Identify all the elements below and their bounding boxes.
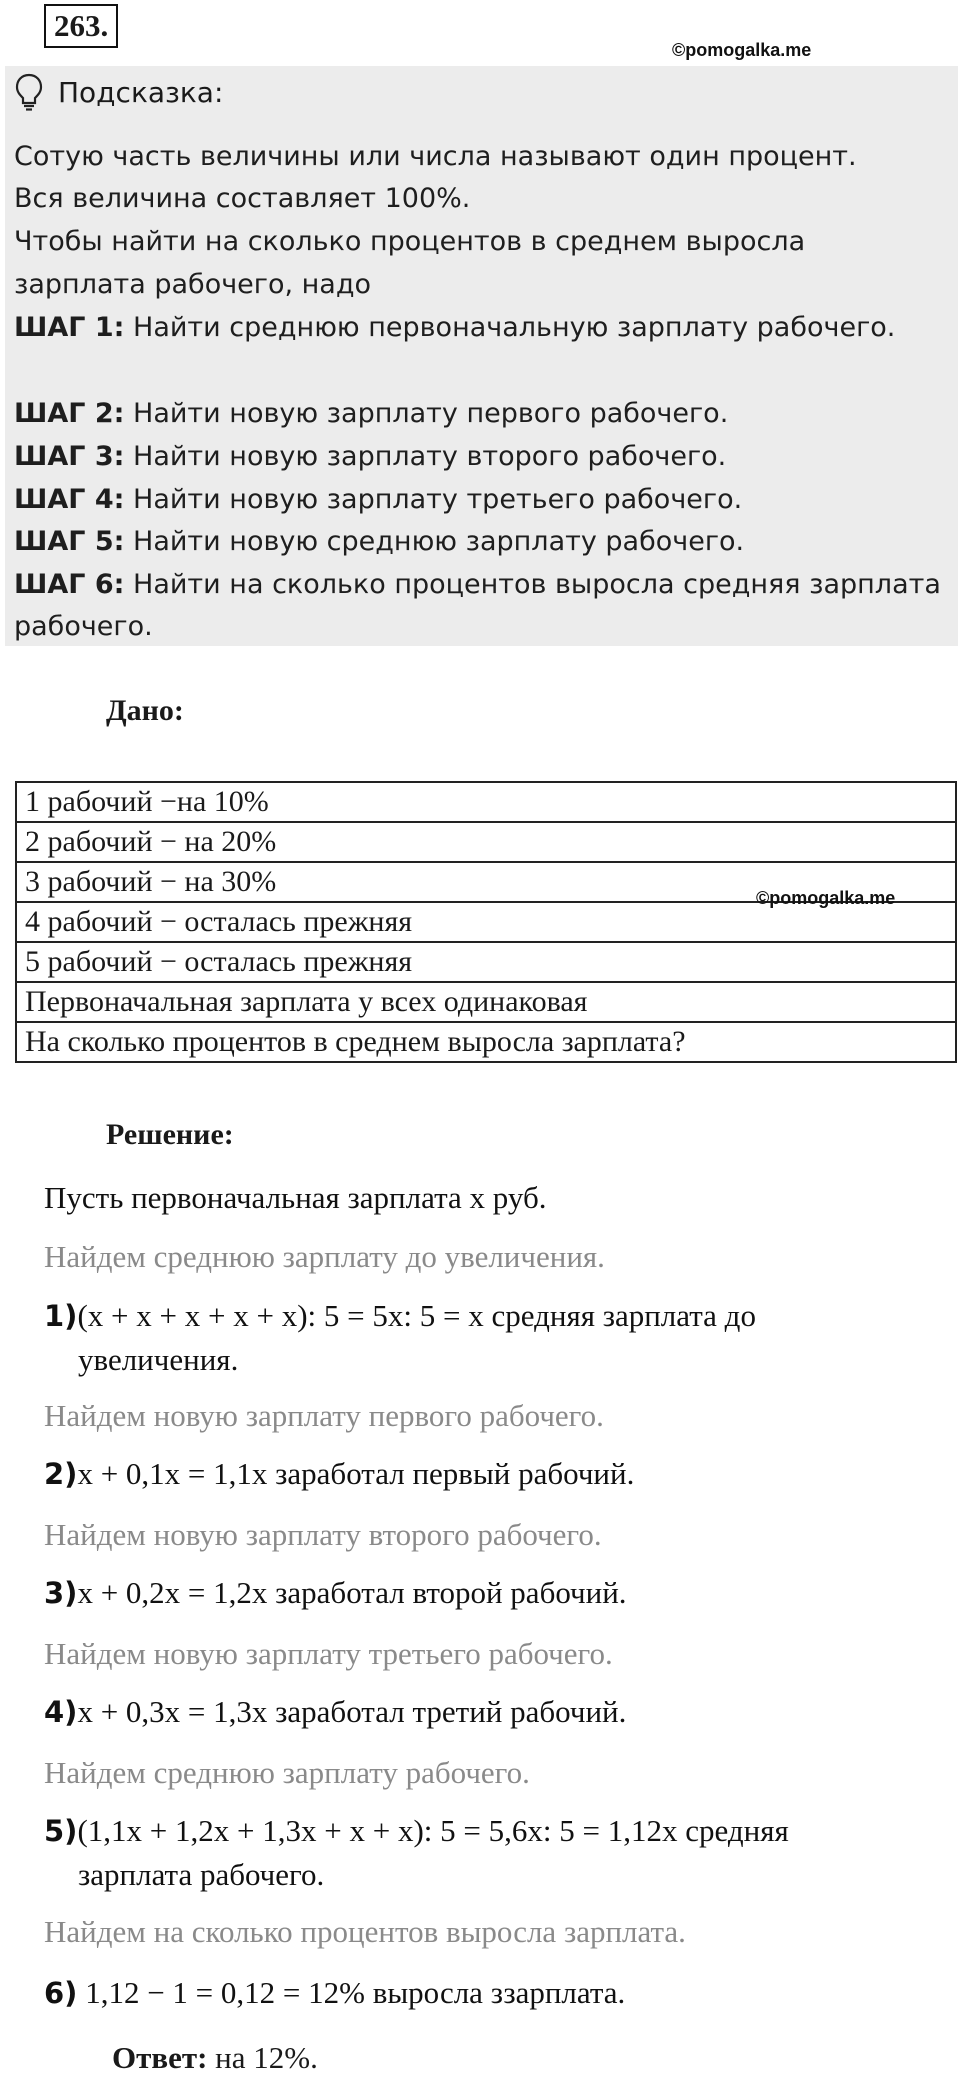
watermark: ©pomogalka.me	[756, 888, 896, 908]
table-cell: 4 рабочий − осталась прежняя	[16, 902, 956, 942]
given-table	[15, 781, 957, 1063]
solution-comment: Найдем новую зарплату второго рабочего.	[44, 1517, 602, 1552]
step-label: ШАГ 6:	[14, 569, 125, 600]
hint-step	[14, 479, 742, 521]
step-text: Найти новую среднюю зарплату рабочего.	[124, 526, 745, 557]
hint-line: зарплата рабочего, надо	[14, 269, 372, 300]
step-number: 1)	[44, 1299, 78, 1333]
step-text: Найти на сколько процентов выросла средняя зарплата	[124, 569, 941, 600]
watermark: ©pomogalka.me	[672, 40, 812, 60]
step-label: ШАГ 2:	[14, 398, 125, 429]
given-title: Дано:	[106, 694, 184, 727]
step-text: Найти среднюю первоначальную зарплату рабочего.	[124, 312, 896, 343]
solution-comment: Найдем среднюю зарплату до увеличения.	[44, 1239, 605, 1274]
step-formula: 1,12 − 1 = 0,12 = 12%	[77, 1975, 365, 2010]
step-text: заработал третий рабочий.	[267, 1694, 627, 1729]
lightbulb-icon	[14, 72, 44, 112]
solution-title: Решение:	[106, 1118, 234, 1151]
step-number: 3)	[44, 1576, 78, 1610]
step-label: ШАГ 3:	[14, 441, 125, 472]
solution-intro: Пусть первоначальная зарплата х руб.	[44, 1180, 547, 1215]
step-text: выросла ззарплата.	[364, 1975, 626, 2010]
hint-line: Вся величина составляет 100%.	[14, 183, 471, 214]
step-formula: x + 0,2x = 1,2x	[77, 1575, 268, 1610]
step-label: ШАГ 4:	[14, 484, 125, 515]
table-cell: 5 рабочий − осталась прежняя	[16, 942, 956, 982]
step-text-continued: увеличения.	[78, 1342, 239, 1377]
hint-step	[14, 436, 726, 478]
step-text-continued: зарплата рабочего.	[78, 1857, 325, 1892]
hint-step	[14, 521, 744, 563]
table-cell: 3 рабочий − на 30%	[16, 862, 956, 902]
table-cell: На сколько процентов в среднем выросла зарплата?	[16, 1022, 956, 1062]
solution-step	[44, 1456, 634, 1492]
step-number: 5)	[44, 1814, 78, 1848]
solution-comment: Найдем новую зарплату первого рабочего.	[44, 1398, 604, 1433]
step-number: 6)	[44, 1976, 78, 2010]
step-text: Найти новую зарплату второго рабочего.	[124, 441, 727, 472]
table-cell: Первоначальная зарплата у всех одинаковая	[16, 982, 956, 1022]
hint-line: Чтобы найти на сколько процентов в среднем выросла	[14, 226, 806, 257]
step-text: средняя зарплата до	[483, 1298, 756, 1333]
step-formula: x + 0,3x = 1,3x	[77, 1694, 268, 1729]
step-text: Найти новую зарплату первого рабочего.	[124, 398, 729, 429]
step-formula: (x + x + x + x + x): 5 = 5x: 5 = x	[77, 1298, 484, 1333]
hint-step	[14, 393, 728, 435]
solution-comment: Найдем среднюю зарплату рабочего.	[44, 1755, 530, 1790]
step-text: Найти новую зарплату третьего рабочего.	[124, 484, 743, 515]
answer	[112, 2040, 318, 2076]
step-text: средняя	[677, 1813, 789, 1848]
hint-line: Сотую часть величины или числа называют один процент.	[14, 141, 857, 172]
step-label: ШАГ 5:	[14, 526, 125, 557]
step-label: ШАГ 1:	[14, 312, 125, 343]
solution-step	[44, 1575, 627, 1611]
solution-comment: Найдем новую зарплату третьего рабочего.	[44, 1636, 613, 1671]
problem-number: 263.	[44, 4, 118, 48]
table-row	[16, 982, 956, 1022]
solution-step	[44, 1298, 756, 1334]
hint-line: рабочего.	[14, 611, 153, 642]
step-text: заработал второй рабочий.	[267, 1575, 627, 1610]
hint-title: Подсказка:	[58, 76, 224, 109]
table-row	[16, 822, 956, 862]
hint-step	[14, 564, 941, 606]
solution-step	[44, 1813, 789, 1849]
solution-step	[44, 1694, 626, 1730]
solution-step	[44, 1975, 625, 2011]
hint-step	[14, 307, 895, 349]
table-cell: 1 рабочий −на 10%	[16, 782, 956, 822]
solution-comment: Найдем на сколько процентов выросла зарплата.	[44, 1914, 686, 1949]
answer-value: на 12%.	[207, 2040, 318, 2075]
step-number: 2)	[44, 1457, 78, 1491]
table-row	[16, 942, 956, 982]
table-row	[16, 782, 956, 822]
table-cell: 2 рабочий − на 20%	[16, 822, 956, 862]
step-formula: x + 0,1x = 1,1x	[77, 1456, 268, 1491]
table-row	[16, 1022, 956, 1062]
answer-label: Ответ:	[112, 2040, 208, 2075]
step-formula: (1,1x + 1,2x + 1,3x + x + x): 5 = 5,6x: 5 = 1,12x	[77, 1813, 678, 1848]
step-text: заработал первый рабочий.	[267, 1456, 635, 1491]
step-number: 4)	[44, 1695, 78, 1729]
